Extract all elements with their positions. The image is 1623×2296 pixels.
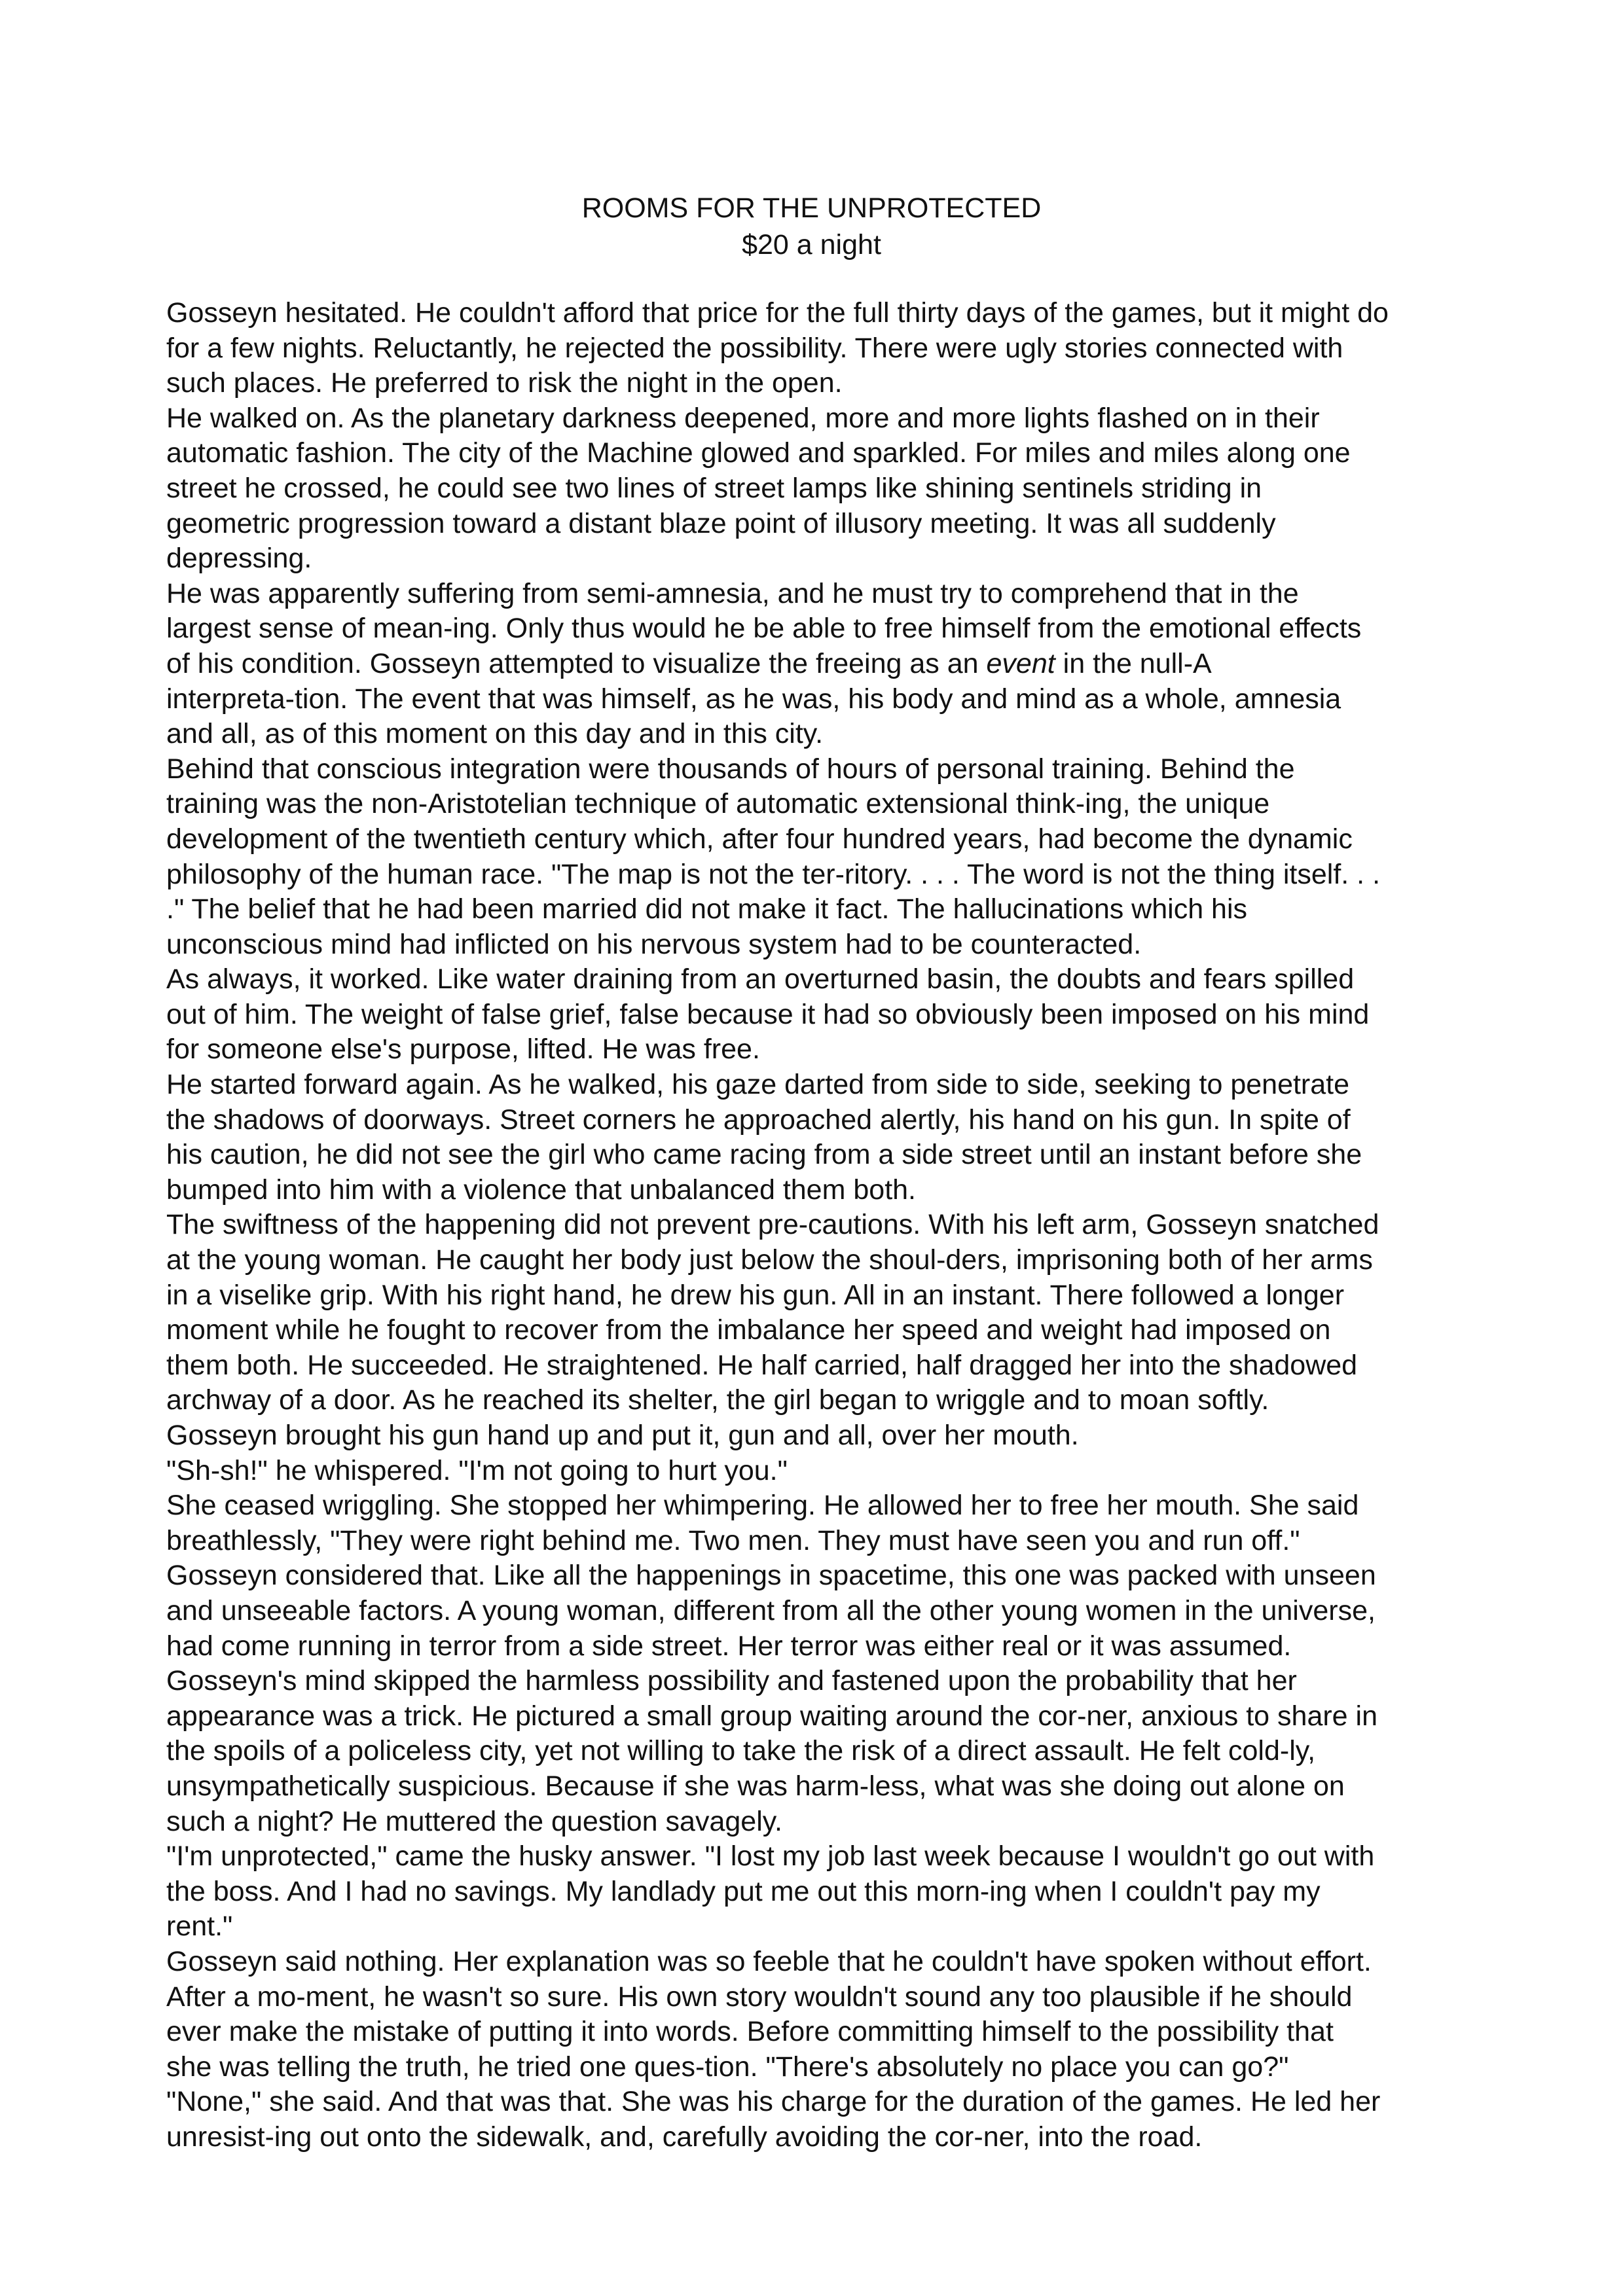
body-text bbox=[166, 296, 1469, 2190]
text-segment: in the null-A bbox=[1055, 647, 1212, 679]
text-line: interpreta-tion. The event that was himself, as he was, his body and mind as a whole, amnesia bbox=[166, 683, 1341, 715]
text-line: in a viselike grip. With his right hand, he drew his gun. All in an instant. There followed a longer bbox=[166, 1279, 1345, 1311]
text-line: Gosseyn hesitated. He couldn't afford that price for the full thirty days of the games, but it might do bbox=[166, 297, 1389, 329]
text-line: out of him. The weight of false grief, false because it had so obviously been imposed on his mind bbox=[166, 998, 1370, 1030]
text-line: largest sense of mean-ing. Only thus would he be able to free himself from the emotional effects bbox=[166, 613, 1362, 645]
text-line: ever make the mistake of putting it into words. Before committing himself to the possibility that bbox=[166, 2016, 1334, 2048]
text-line: Behind that conscious integration were thousands of hours of personal training. Behind the bbox=[166, 753, 1295, 785]
text-line: moment while he fought to recover from the imbalance her speed and weight had imposed on bbox=[166, 1314, 1331, 1346]
text-line: unresist-ing out onto the sidewalk, and, carefully avoiding the cor-ner, into the road. bbox=[166, 2121, 1203, 2153]
text-line: ." The belief that he had been married did not make it fact. The hallucinations which his bbox=[166, 893, 1248, 925]
text-line: at the young woman. He caught her body just below the shoul-ders, imprisoning both of her arms bbox=[166, 1244, 1373, 1276]
text-line: He started forward again. As he walked, his gaze darted from side to side, seeking to penetrate bbox=[166, 1069, 1350, 1101]
text-line: unsympathetically suspicious. Because if she was harm-less, what was she doing out alone on bbox=[166, 1770, 1345, 1802]
text-line: Gosseyn said nothing. Her explanation was so feeble that he couldn't have spoken without effort. bbox=[166, 1945, 1372, 1977]
text-line: philosophy of the human race. "The map is not the ter-ritory. . . . The word is not the thing itself. . . bbox=[166, 858, 1381, 890]
text-line: breathlessly, "They were right behind me. Two men. They must have seen you and run off." bbox=[166, 1524, 1300, 1556]
text-line: She ceased wriggling. She stopped her whimpering. He allowed her to free her mouth. She said bbox=[166, 1490, 1359, 1522]
text-line: After a mo-ment, he wasn't so sure. His own story wouldn't sound any too plausible if he should bbox=[166, 1981, 1353, 2013]
sign-heading bbox=[0, 190, 1623, 263]
sign-price: $20 a night bbox=[742, 229, 881, 260]
text-line: training was the non-Aristotelian technique of automatic extensional think-ing, the unique bbox=[166, 788, 1270, 820]
text-line: bumped into him with a violence that unbalanced them both. bbox=[166, 1174, 917, 1206]
text-line: Gosseyn brought his gun hand up and put it, gun and all, over her mouth. bbox=[166, 1420, 1079, 1451]
text-segment: of his condition. Gosseyn attempted to visualize the freeing as an bbox=[166, 647, 987, 679]
text-line: geometric progression toward a distant blaze point of illusory meeting. It was all suddenly bbox=[166, 507, 1276, 539]
text-line: "I'm unprotected," came the husky answer. "I lost my job last week because I wouldn't go out with bbox=[166, 1840, 1375, 1873]
text-line: such places. He preferred to risk the night in the open. bbox=[166, 367, 843, 399]
text-line: archway of a door. As he reached its shelter, the girl began to wriggle and to moan softly. bbox=[166, 1384, 1269, 1416]
text-line: "Sh-sh!" he whispered. "I'm not going to hurt you." bbox=[166, 1454, 788, 1486]
text-line: and unseeable factors. A young woman, different from all the other young women in the universe, bbox=[166, 1594, 1376, 1626]
text-line: for someone else's purpose, lifted. He was free. bbox=[166, 1033, 760, 1066]
text-line: automatic fashion. The city of the Machine glowed and sparkled. For miles and miles along one bbox=[166, 437, 1351, 469]
text-line: depressing. bbox=[166, 543, 312, 575]
text-line: for a few nights. Reluctantly, he rejected the possibility. There were ugly stories connected with bbox=[166, 332, 1343, 364]
text-line: the boss. And I had no savings. My landlady put me out this morn-ing when I couldn't pay my bbox=[166, 1875, 1321, 1907]
text-line: the spoils of a policeless city, yet not willing to take the risk of a direct assault. He felt cold-ly, bbox=[166, 1735, 1316, 1767]
text-line: and all, as of this moment on this day and in this city. bbox=[166, 718, 824, 750]
text-line: had come running in terror from a side street. Her terror was either real or it was assumed. bbox=[166, 1630, 1292, 1662]
text-line: the shadows of doorways. Street corners he approached alertly, his hand on his gun. In spite of bbox=[166, 1103, 1351, 1136]
text-line: He was apparently suffering from semi-amnesia, and he must try to comprehend that in the bbox=[166, 577, 1299, 609]
text-line: Gosseyn's mind skipped the harmless possibility and fastened upon the probability that her bbox=[166, 1665, 1297, 1697]
text-line: He walked on. As the planetary darkness deepened, more and more lights flashed on in their bbox=[166, 402, 1320, 434]
text-line: such a night? He muttered the question savagely. bbox=[166, 1805, 783, 1837]
emphasized-word: event bbox=[986, 647, 1055, 679]
text-line: street he crossed, he could see two lines of street lamps like shining sentinels striding in bbox=[166, 472, 1262, 504]
text-line: development of the twentieth century which, after four hundred years, had become the dynamic bbox=[166, 823, 1353, 855]
text-line: them both. He succeeded. He straightened. He half carried, half dragged her into the shadowed bbox=[166, 1349, 1358, 1381]
text-line: appearance was a trick. He pictured a small group waiting around the cor-ner, anxious to share in bbox=[166, 1700, 1378, 1732]
text-line: "None," she said. And that was that. She was his charge for the duration of the games. He led her bbox=[166, 2086, 1381, 2118]
text-line: rent." bbox=[166, 1910, 233, 1943]
text-line-with-emphasis bbox=[166, 647, 1469, 682]
text-line bbox=[166, 2155, 1469, 2190]
text-line: Gosseyn considered that. Like all the happenings in spacetime, this one was packed with unseen bbox=[166, 1560, 1376, 1592]
text-line: his caution, he did not see the girl who came racing from a side street until an instant before she bbox=[166, 1139, 1362, 1171]
sign-title: ROOMS FOR THE UNPROTECTED bbox=[581, 192, 1042, 224]
text-line: unconscious mind had inflicted on his nervous system had to be counteracted. bbox=[166, 928, 1142, 960]
text-line: The swiftness of the happening did not prevent pre-cautions. With his left arm, Gosseyn snatched bbox=[166, 1209, 1379, 1241]
text-line: As always, it worked. Like water draining from an overturned basin, the doubts and fears spilled bbox=[166, 963, 1355, 996]
text-line: she was telling the truth, he tried one ques-tion. "There's absolutely no place you can go?" bbox=[166, 2051, 1289, 2083]
